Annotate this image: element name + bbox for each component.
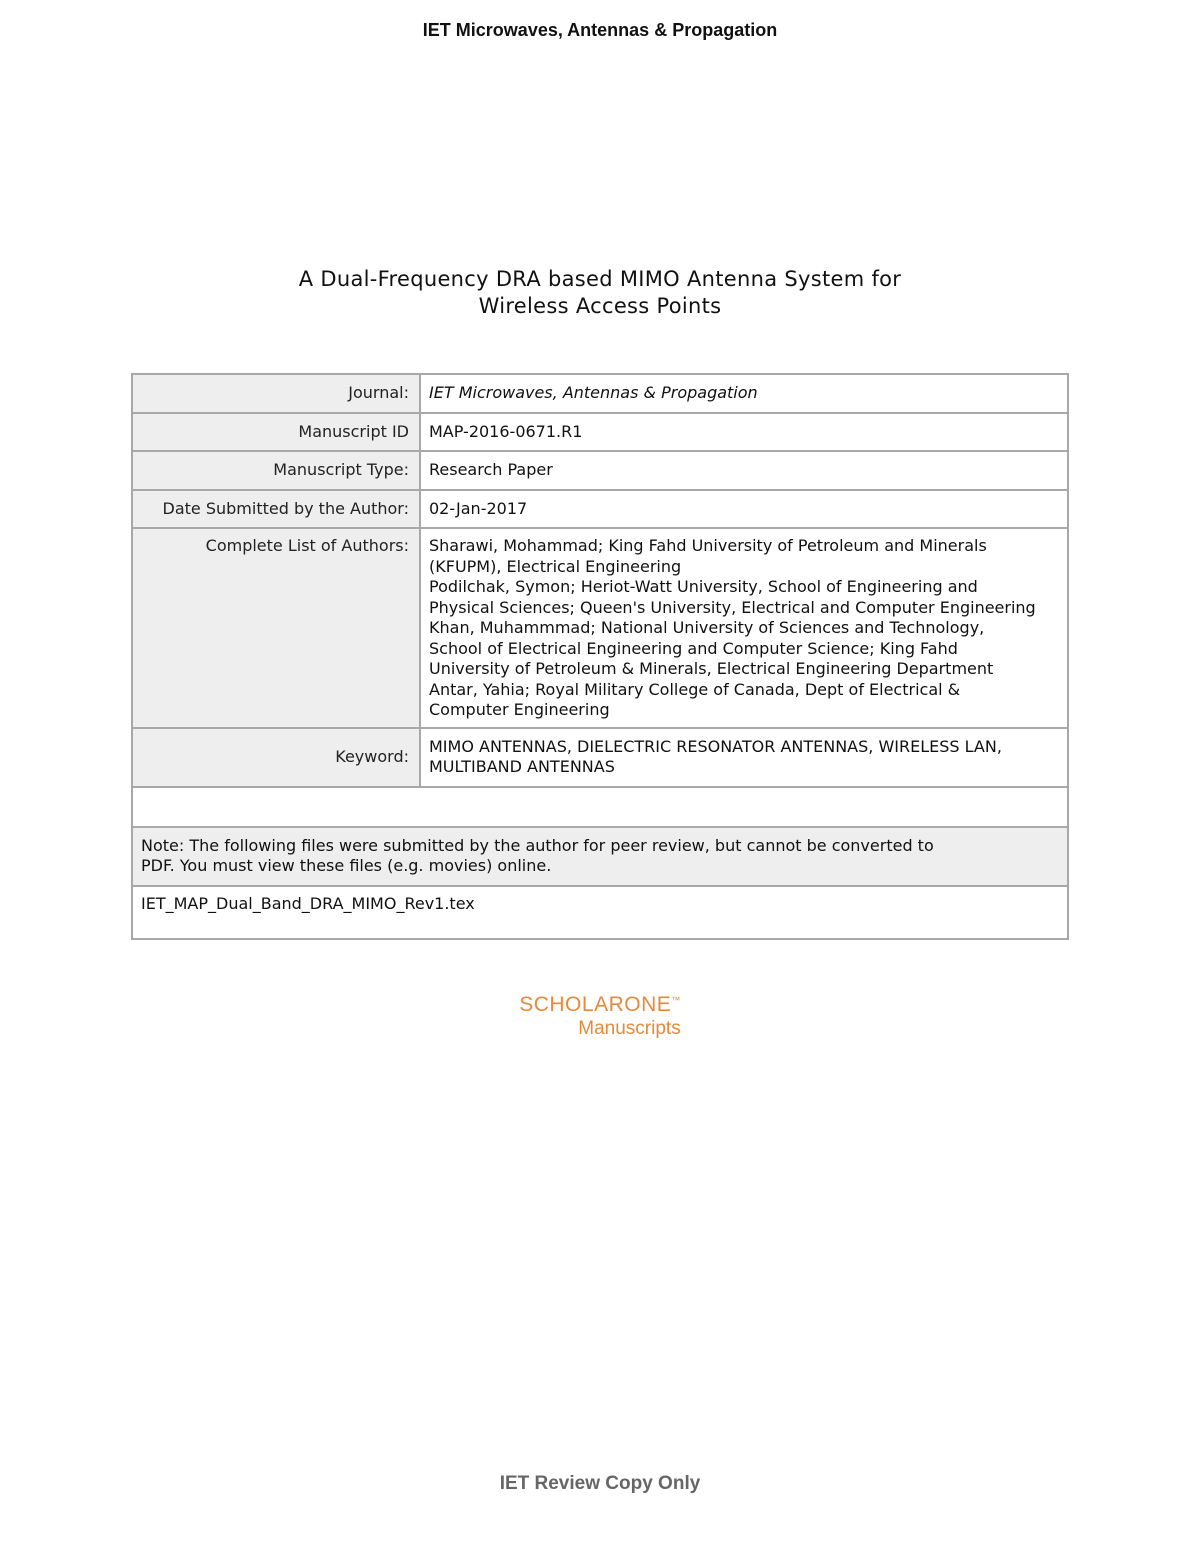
metadata-label: Journal: <box>132 374 420 413</box>
file-row <box>132 886 1068 940</box>
table-spacer-cell <box>132 787 1068 827</box>
paper-title-line-1: A Dual-Frequency DRA based MIMO Antenna System for <box>298 267 902 291</box>
running-header: IET Microwaves, Antennas & Propagation <box>422 20 778 40</box>
metadata-value: IET Microwaves, Antennas & Propagation <box>420 374 1068 413</box>
logo-one-text: ONE <box>624 993 672 1016</box>
keyword-list <box>420 728 1068 787</box>
note-line: PDF. You must view these files (e.g. movies) online. <box>141 856 552 875</box>
logo-manuscripts-text: Manuscripts <box>578 1018 681 1039</box>
metadata-row-keyword <box>132 728 1068 787</box>
metadata-value: 02-Jan-2017 <box>420 490 1068 529</box>
metadata-label: Date Submitted by the Author: <box>132 490 420 529</box>
authors-line: University of Petroleum & Minerals, Electrical Engineering Department <box>429 659 994 678</box>
keyword-line: MULTIBAND ANTENNAS <box>429 757 615 776</box>
authors-line: Podilchak, Symon; Heriot-Watt University, School of Engineering and <box>429 577 978 596</box>
metadata-row-journal <box>132 374 1068 413</box>
review-copy-footer: IET Review Copy Only <box>499 1473 701 1494</box>
paper-title <box>0 266 1200 320</box>
file-name[interactable]: IET_MAP_Dual_Band_DRA_MIMO_Rev1.tex <box>132 886 1068 940</box>
authors-line: Sharawi, Mohammad; King Fahd University of Petroleum and Minerals <box>429 536 987 555</box>
paper-title-line-2: Wireless Access Points <box>478 294 722 318</box>
metadata-row-authors <box>132 528 1068 728</box>
note-line: Note: The following files were submitted by the author for peer review, but cannot be converted to <box>141 835 934 855</box>
logo-trademark: ™ <box>671 995 681 1005</box>
table-spacer-row <box>132 787 1068 827</box>
manuscript-metadata-table <box>131 373 1069 940</box>
metadata-value: MAP-2016-0671.R1 <box>420 413 1068 452</box>
metadata-row-manuscript-type <box>132 451 1068 490</box>
note-row <box>132 827 1068 886</box>
authors-line: (KFUPM), Electrical Engineering <box>429 556 682 576</box>
authors-line: Khan, Muhammmad; National University of Sciences and Technology, <box>429 618 985 637</box>
metadata-label: Manuscript ID <box>132 413 420 452</box>
authors-list <box>420 528 1068 728</box>
metadata-row-manuscript-id <box>132 413 1068 452</box>
metadata-row-date-submitted <box>132 490 1068 529</box>
metadata-value: Research Paper <box>420 451 1068 490</box>
note-cell <box>132 827 1068 886</box>
keyword-label: Keyword: <box>132 728 420 787</box>
logo-scholar-text: SCHOLAR <box>519 993 625 1016</box>
authors-line: Computer Engineering <box>429 700 610 719</box>
keyword-line: MIMO ANTENNAS, DIELECTRIC RESONATOR ANTENNAS, WIRELESS LAN, <box>429 736 1002 756</box>
metadata-label: Manuscript Type: <box>132 451 420 490</box>
authors-line: Antar, Yahia; Royal Military College of Canada, Dept of Electrical & <box>429 679 961 699</box>
authors-line: Physical Sciences; Queen's University, Electrical and Computer Engineering <box>429 597 1036 617</box>
authors-label: Complete List of Authors: <box>132 528 420 728</box>
logo-wordmark <box>0 988 1200 1017</box>
authors-line: School of Electrical Engineering and Computer Science; King Fahd <box>429 638 958 658</box>
scholarone-logo <box>0 988 1200 1041</box>
